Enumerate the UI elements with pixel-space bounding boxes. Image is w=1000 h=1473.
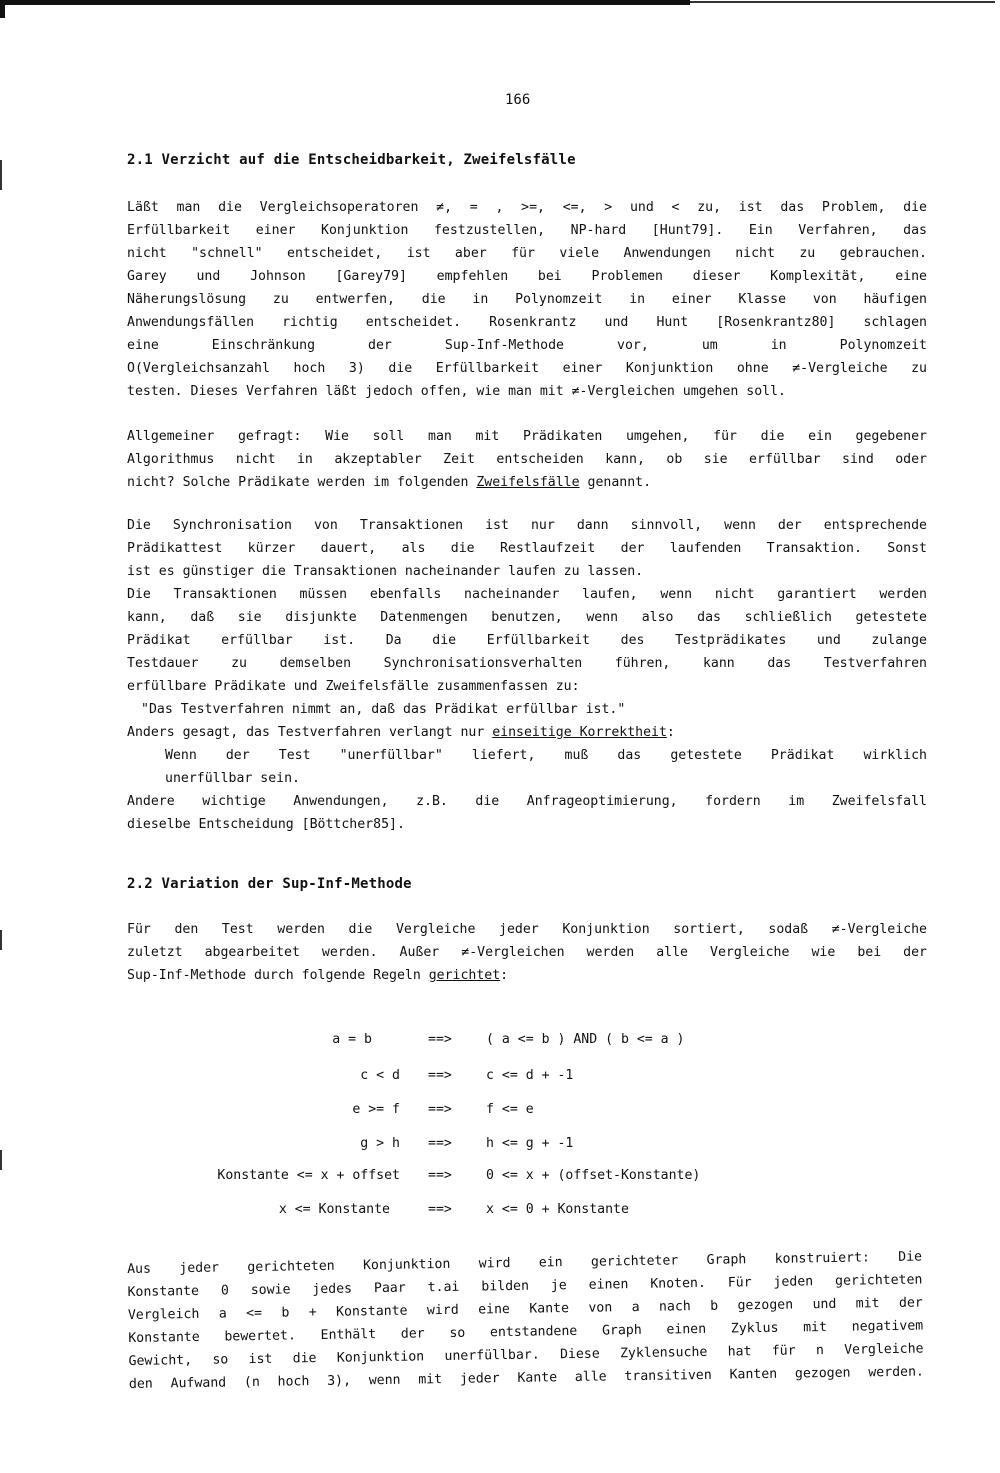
text-line: Näherungslösung zu entwerfen, die in Polynomzeit in einer Klasse von häufigen: [127, 292, 927, 307]
text-line: Erfüllbarkeit einer Konjunktion festzustellen, NP-hard [Hunt79]. Ein Verfahren, das: [127, 223, 927, 238]
rule-right: x <= 0 + Konstante: [486, 1202, 629, 1217]
text-line: Vergleich a <= b + Konstante wird eine Kante von a nach b gezogen und mit der: [127, 1295, 923, 1323]
text-fragment: Sup-Inf-Methode durch folgende Regeln: [127, 968, 429, 983]
rule-left: e >= f: [352, 1102, 400, 1117]
paragraph-zweifelsfaelle: [127, 425, 927, 494]
rule-right: f <= e: [486, 1102, 534, 1117]
text-line: Für den Test werden die Vergleiche jeder Konjunktion sortiert, sodaß ≠-Vergleiche: [127, 922, 927, 937]
rule-row: [0, 1168, 1000, 1188]
rule-row: [0, 1068, 1000, 1088]
rule-row: [0, 1032, 1000, 1052]
underlined-term: gerichtet: [428, 968, 501, 983]
text-line: O(Vergleichsanzahl hoch 3) die Erfüllbarkeit einer Konjunktion ohne ≠-Vergleiche zu: [127, 361, 927, 376]
text-fragment: Anders gesagt, das Testverfahren verlangt nur: [127, 725, 493, 740]
rule-right: c <= d + -1: [486, 1068, 574, 1083]
text-line: erfüllbare Prädikate und Zweifelsfälle zusammenfassen zu:: [127, 679, 580, 694]
text-line: Aus jeder gerichteten Konjunktion wird ein gerichteter Graph konstruiert: Die: [127, 1249, 923, 1277]
text-line: Gewicht, so ist die Konjunktion unerfüllbar. Diese Zyklensuche hat für n Vergleiche: [128, 1341, 924, 1369]
section-heading-2-1: 2.1 Verzicht auf die Entscheidbarkeit, Zweifelsfälle: [127, 152, 576, 168]
paragraph-synchronisation: [127, 514, 927, 836]
paragraph-sortierung: [127, 918, 927, 987]
text-fragment: :: [500, 968, 509, 983]
rule-arrow: ==>: [428, 1032, 452, 1047]
underlined-term: einseitige Korrektheit: [492, 725, 667, 740]
text-line: [127, 721, 927, 744]
rule-row: [0, 1102, 1000, 1122]
text-line: Konstante bewertet. Enthält der so entstandene Graph einen Zyklus mit negativem: [128, 1318, 924, 1346]
text-line: kann, daß sie disjunkte Datenmengen benutzen, wenn also das schließlich getestete: [127, 610, 927, 625]
rule-arrow: ==>: [428, 1136, 452, 1151]
text-fragment: genannt.: [579, 475, 652, 490]
rule-row: [0, 1202, 1000, 1222]
rule-left: x <= Konstante: [278, 1202, 390, 1217]
top-border-rule: [0, 0, 690, 5]
text-fragment: :: [666, 725, 675, 740]
text-line: [127, 471, 927, 494]
text-line: Prädikattest kürzer dauert, als die Restlaufzeit der laufenden Transaktion. Sonst: [127, 541, 927, 556]
rule-right: h <= g + -1: [486, 1136, 574, 1151]
text-line: Andere wichtige Anwendungen, z.B. die Anfrageoptimierung, fordern im Zweifelsfall: [127, 794, 927, 809]
section-heading-2-2: 2.2 Variation der Sup-Inf-Methode: [127, 876, 412, 892]
text-line: Anwendungsfällen richtig entscheidet. Rosenkrantz und Hunt [Rosenkrantz80] schlagen: [127, 315, 927, 330]
rule-arrow: ==>: [428, 1068, 452, 1083]
text-line: den Aufwand (n hoch 3), wenn mit jeder Kante alle transitiven Kanten gezogen werden.: [128, 1364, 925, 1392]
rule-left: g > h: [360, 1136, 400, 1151]
rule-left: c < d: [360, 1068, 400, 1083]
text-line: Die Transaktionen müssen ebenfalls nacheinander laufen, wenn nicht garantiert werden: [127, 587, 927, 602]
text-line: Allgemeiner gefragt: Wie soll man mit Prädikaten umgehen, für die ein gegebener: [127, 429, 927, 444]
rule-right: ( a <= b ) AND ( b <= a ): [486, 1032, 685, 1047]
page-number: 166: [505, 92, 531, 108]
underlined-term: Zweifelsfälle: [476, 475, 580, 490]
text-line: unerfüllbar sein.: [165, 771, 300, 786]
scan-edge-mark: [0, 930, 2, 950]
text-line: Die Synchronisation von Transaktionen ist nur dann sinnvoll, wenn der entsprechende: [127, 518, 927, 533]
text-line: Läßt man die Vergleichsoperatoren ≠, = , >=, <=, > und < zu, ist das Problem, die: [127, 200, 927, 215]
rule-left: Konstante <= x + offset: [217, 1168, 400, 1183]
text-line: dieselbe Entscheidung [Böttcher85].: [127, 817, 405, 832]
text-fragment: nicht? Solche Prädikate werden im folgenden: [127, 475, 477, 490]
paragraph-intro: [127, 196, 927, 403]
text-line: [127, 964, 927, 987]
rule-arrow: ==>: [428, 1168, 452, 1183]
text-line: eine Einschränkung der Sup-Inf-Methode vor, um in Polynomzeit: [127, 338, 927, 353]
text-line: Algorithmus nicht in akzeptabler Zeit entscheiden kann, ob sie erfüllbar sind oder: [127, 452, 927, 467]
rule-row: [0, 1136, 1000, 1156]
text-line: ist es günstiger die Transaktionen nacheinander laufen zu lassen.: [127, 564, 644, 579]
text-line: Prädikat erfüllbar ist. Da die Erfüllbarkeit des Testprädikates und zulange: [127, 633, 927, 648]
text-line: testen. Dieses Verfahren läßt jedoch offen, wie man mit ≠-Vergleichen umgehen soll.: [127, 384, 786, 399]
text-line: nicht "schnell" entscheidet, ist aber für viele Anwendungen nicht zu gebrauchen.: [127, 246, 927, 261]
rule-arrow: ==>: [428, 1102, 452, 1117]
text-line: zuletzt abgearbeitet werden. Außer ≠-Vergleichen werden alle Vergleiche wie bei der: [127, 945, 927, 960]
rule-arrow: ==>: [428, 1202, 452, 1217]
corner-mark: [0, 0, 5, 18]
text-line: Testdauer zu demselben Synchronisationsverhalten führen, kann das Testverfahren: [127, 656, 927, 671]
top-border-rule-thin: [690, 1, 995, 3]
rule-right: 0 <= x + (offset-Konstante): [486, 1168, 701, 1183]
scan-edge-mark: [0, 160, 2, 190]
quote-line: "Das Testverfahren nimmt an, daß das Prädikat erfüllbar ist.": [141, 702, 626, 717]
text-line: Konstante 0 sowie jedes Paar t.ai bilden je einen Knoten. Für jeden gerichteten: [127, 1272, 923, 1300]
text-line: Wenn der Test "unerfüllbar" liefert, muß das getestete Prädikat wirklich: [165, 748, 927, 763]
rule-left: a = b: [332, 1032, 372, 1047]
paragraph-graph: [127, 1246, 924, 1396]
text-line: Garey und Johnson [Garey79] empfehlen bei Problemen dieser Komplexität, eine: [127, 269, 927, 284]
